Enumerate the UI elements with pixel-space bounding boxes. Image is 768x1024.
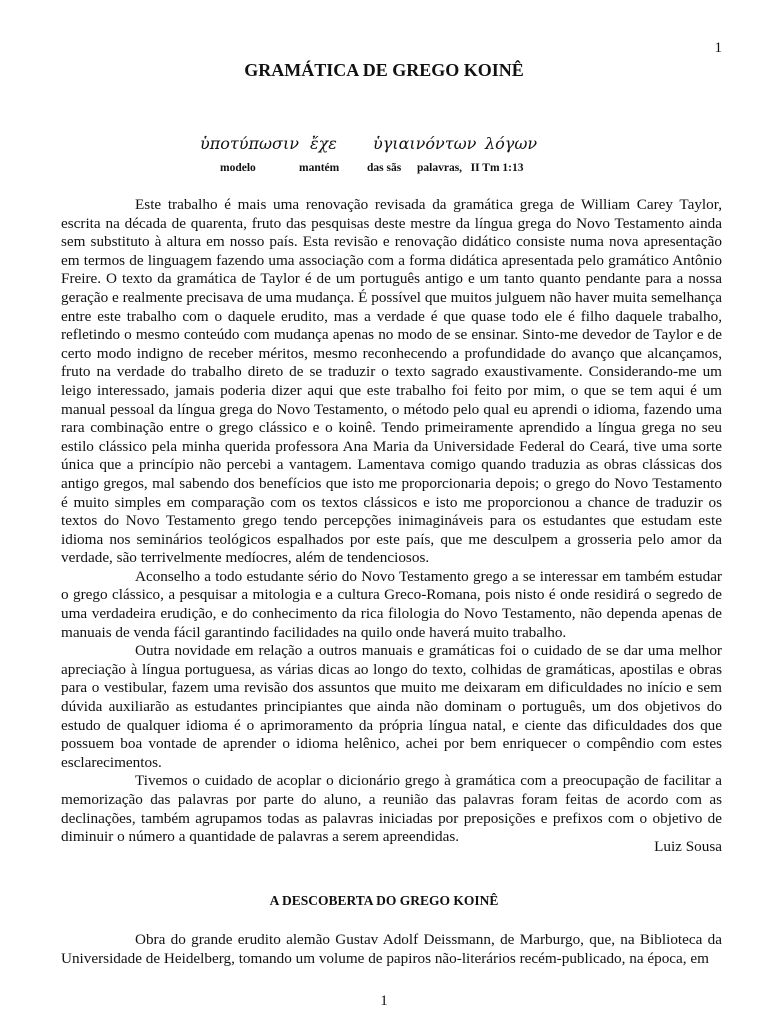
epigraph-gloss — [220, 162, 524, 174]
greek-word: ὑποτύπωσιν — [200, 134, 299, 153]
epigraph-greek — [200, 134, 537, 153]
intro-body — [61, 196, 722, 847]
author-signature: Luiz Sousa — [654, 838, 722, 855]
greek-word: ἔχε — [310, 134, 337, 153]
greek-word: λόγων — [485, 134, 538, 153]
body-paragraph: Aconselho a todo estudante sério do Novo Testamento grego a se interessar em também estudar o grego clássico, a pesquisar a mitologia e a cultura Greco-Romana, pois nisto é onde residirá o segredo de uma verdadeira erudição, e do conhecimento da rica filologia do Novo Testamento, não dependa apenas de manuais de venda fácil garantindo facilidades na quilo onde haverá muito trabalho. — [61, 567, 722, 641]
section-heading: A DESCOBERTA DO GREGO KOINÊ — [269, 893, 499, 908]
gloss-word: palavras, II Tm 1:13 — [417, 162, 524, 174]
body-paragraph: Tivemos o cuidado de acoplar o dicionário grego à gramática com a preocupação de facilitar a memorização das palavras por parte do aluno, a reunião das palavras foram feitas de acordo com as declinações, também agrupamos todas as palavras iniciadas por preposições e prefixos com o objetivo de diminuir o número a quantidade de palavras a serem apreendidas. — [61, 772, 722, 846]
body-paragraph: Obra do grande erudito alemão Gustav Adolf Deissmann, de Marburgo, que, na Biblioteca da Universidade de Heidelberg, tomando um volume de papiros não-literários recém-publicado, na época, em — [61, 931, 722, 967]
body-paragraph: Outra novidade em relação a outros manuais e gramáticas foi o cuidado de se dar uma melhor apreciação à língua portuguesa, as várias dicas ao longo do texto, colhidas de gramáticas, apostilas e obras para o vestibular, fazem uma revisão dos assuntos que muito me deixaram em dificuldades no início e sem dúvida auxiliarão as estudantes principiantes que ainda não dominam o português, um dos objetivos do estudo de qualquer idioma é o aprimoramento da própria língua natal, e ciente das dificuldades dos que possuem boa vontade de aprender o idioma helênico, achei por bem enriquecer o compêndio com estes esclarecimentos. — [61, 642, 722, 771]
gloss-word: das sãs — [367, 162, 402, 174]
document-title: GRAMÁTICA DE GREGO KOINÊ — [244, 60, 524, 80]
gloss-word: modelo — [220, 162, 256, 174]
gloss-word: mantém — [299, 162, 340, 174]
section-body — [61, 931, 722, 968]
greek-word: ὑγιαινόντων — [373, 134, 477, 153]
page-number-bottom: 1 — [380, 993, 388, 1009]
page-number-top: 1 — [714, 40, 722, 56]
body-paragraph: Este trabalho é mais uma renovação revisada da gramática grega de William Carey Taylor, escrita na década de quarenta, fruto das pesquisas deste mestre da língua grega do Novo Testamento ainda sem substituto à altura em nosso país. Esta revisão e renovação didático consiste numa nova apresentação em termos de linguagem fazendo uma associação com a forma didática apresentada pelo gramático Antônio Freire. O texto da gramática de Taylor é de um português antigo e um tanto quanto pendante para a nossa geração e realmente precisava de uma mudança. É possível que muitos julguem não haver muita semelhança entre este trabalho com o daquele erudito, mas a verdade é que quase todo ele é filho daquele trabalho, refletindo o mesmo conteúdo com mudança apenas no modo de se ensinar. Sinto-me devedor de Taylor e de certo modo indigno de receber méritos, mesmo reconhecendo a profundidade do avanço que alcançamos, fruto na verdade do trabalho direto de se traduzir o texto sagrado exaustivamente. Considerando-me um leigo interessado, jamais poderia dizer aqui que este trabalho foi feito por mim, o que se tem aqui é um manual pessoal da língua grega do Novo Testamento, o método pelo qual eu aprendi o idioma, fazendo uma rara combinação entre o grego clássico e o koinê. Tendo primeiramente aprendido a língua grega no seu estilo clássico pela minha querida professora Ana Maria da Universidade Federal do Ceará, tive uma sorte única que a princípio não percebi a vantagem. Lamentava comigo quando traduzia as obras clássicas dos antigo gregos, mal sabendo dos benefícios que isto me proporcionaria depois; o grego do Novo Testamento é muito simples em comparação com os textos clássicos e isto me proporcionou a chance de traduzir os textos do Novo Testamento grego tendo percepções inimagináveis para os estudantes que estudam este idioma nos seminários teológicos espalhados por este país, que me desculpem a grosseria pelo amor da verdade, são terrivelmente medíocres, além de tendenciosos. — [61, 196, 722, 567]
